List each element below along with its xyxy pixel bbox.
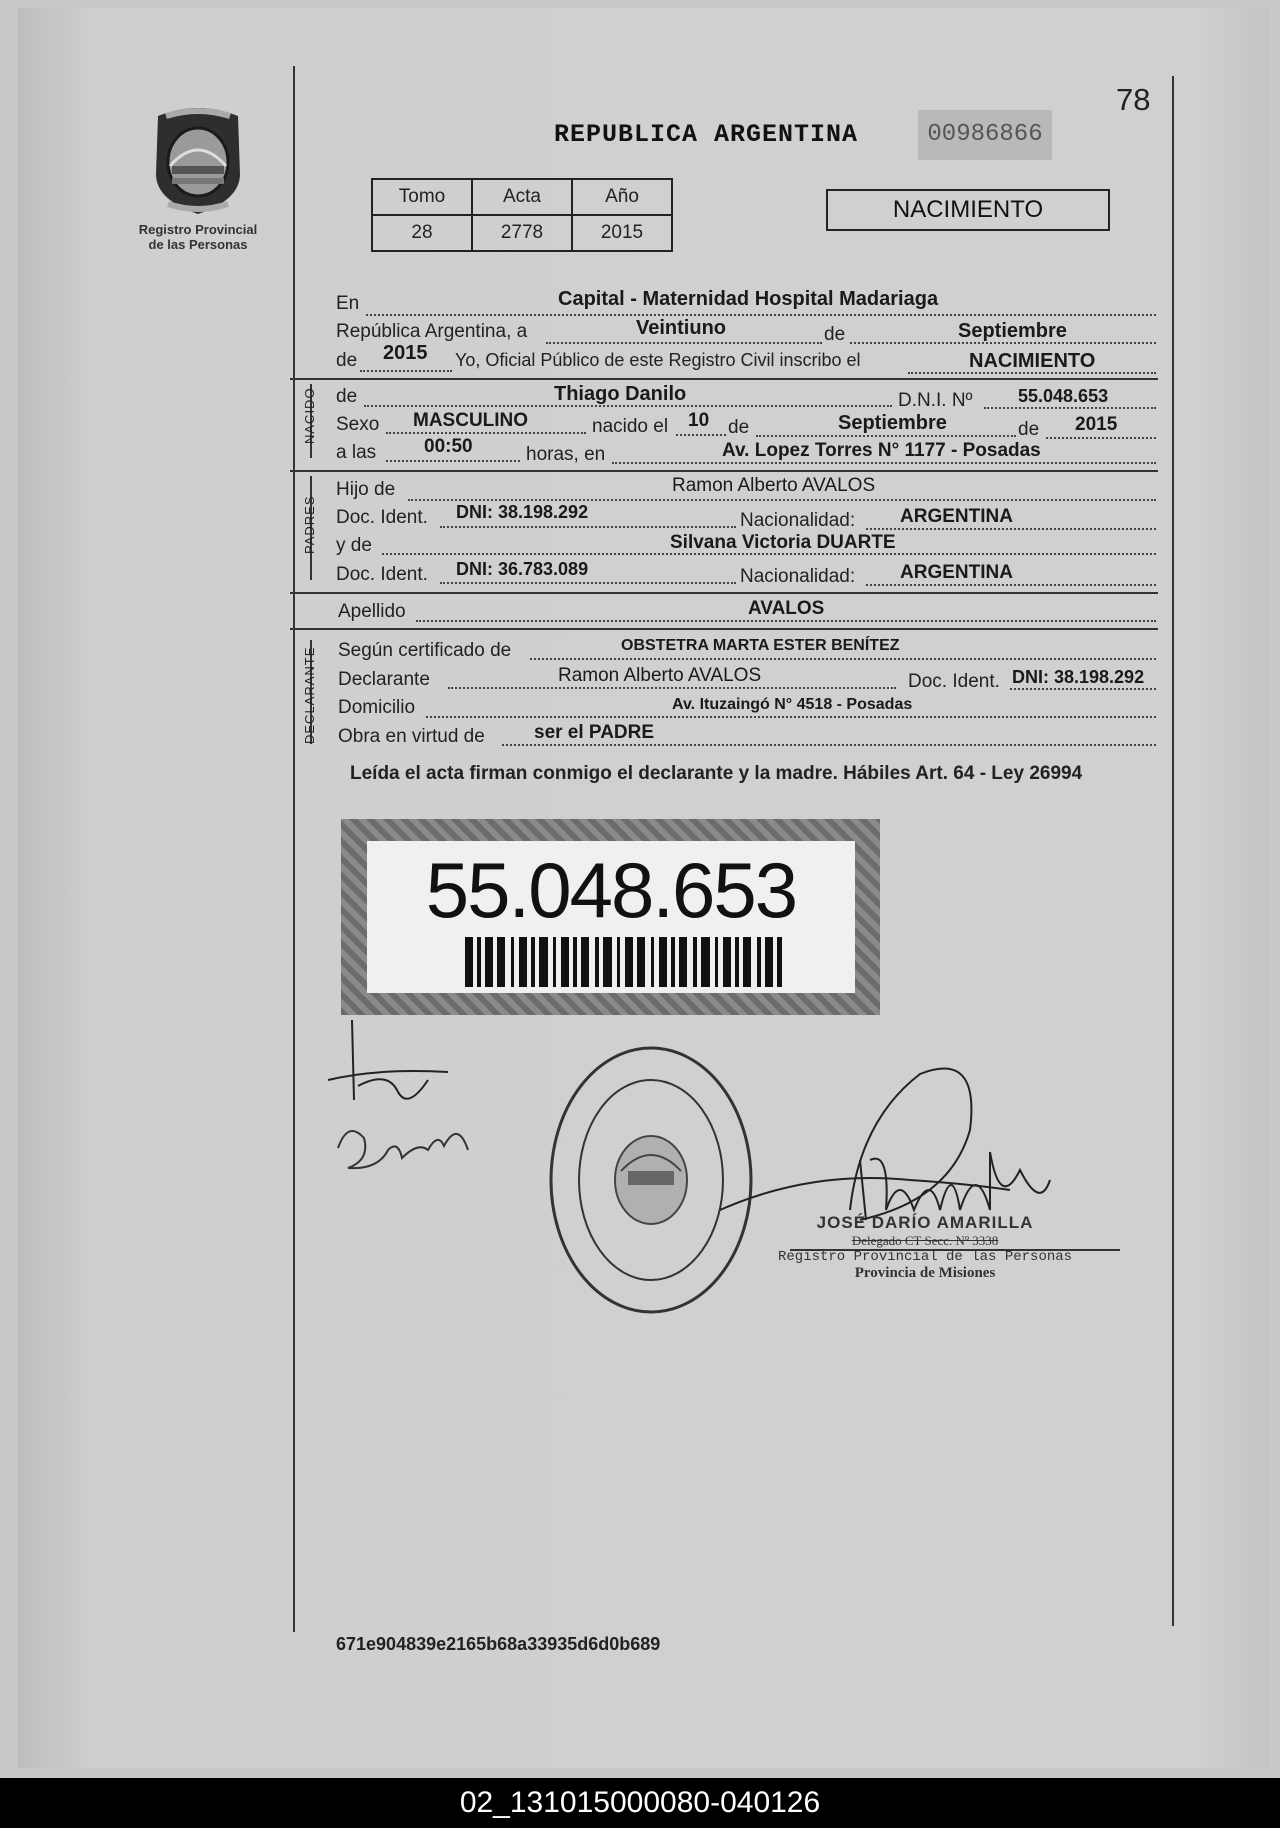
registry-caption	[128, 222, 268, 252]
section-divider	[290, 628, 1158, 630]
republica-label: República Argentina, a	[336, 321, 528, 342]
register-table	[371, 178, 673, 252]
father-doc-label: Doc. Ident.	[336, 507, 428, 528]
intro-month: Septiembre	[958, 320, 1067, 342]
dotted-line	[1010, 688, 1156, 690]
padres-section-label: PADRES	[302, 495, 317, 554]
child-sex: MASCULINO	[413, 410, 529, 431]
serial-number: 00986866	[918, 110, 1052, 160]
day-words: Veintiuno	[636, 317, 726, 339]
dotted-line	[386, 432, 586, 434]
child-name: Thiago Danilo	[554, 383, 687, 405]
declarant-name: Ramon Alberto AVALOS	[558, 665, 762, 686]
officer-block	[778, 1213, 1072, 1282]
dotted-line	[426, 716, 1156, 718]
father-nationality: ARGENTINA	[900, 506, 1013, 527]
mother-nationality: ARGENTINA	[900, 562, 1013, 583]
header-acta: Acta	[472, 179, 572, 215]
hijo-label: Hijo de	[336, 479, 396, 500]
section-divider	[290, 592, 1158, 594]
cert-label: Según certificado de	[338, 640, 512, 661]
nacido-de3-label: de	[1018, 419, 1040, 440]
value-tomo: 28	[372, 215, 472, 251]
declarant-doc: DNI: 38.198.292	[1012, 667, 1145, 687]
header-ano: Año	[572, 179, 672, 215]
dotted-line	[502, 744, 1156, 746]
declarant-address: Av. Ituzaingó N° 4518 - Posadas	[672, 696, 913, 713]
dotted-line	[676, 434, 726, 436]
right-margin-line	[1172, 76, 1174, 1626]
dni-barcode-card	[341, 819, 880, 1015]
scan-footer-code: 02_131015000080-040126	[0, 1778, 1280, 1828]
province-seal-icon	[148, 104, 248, 216]
document-hash: 671e904839e2165b68a33935d6d0b689	[336, 1634, 661, 1654]
dotted-line	[440, 526, 736, 528]
horas-label: horas, en	[526, 444, 606, 465]
nacido-section-label: NACIDO	[302, 387, 317, 444]
registry-caption-line2: de las Personas	[148, 237, 248, 252]
page-number: 78	[1116, 82, 1151, 117]
birth-address: Av. Lopez Torres N° 1177 - Posadas	[722, 440, 1041, 461]
dotted-line	[408, 499, 1156, 501]
birth-day: 10	[688, 410, 710, 431]
alas-label: a las	[336, 442, 377, 463]
section-divider	[290, 470, 1158, 472]
mother-name: Silvana Victoria DUARTE	[670, 532, 896, 553]
domicilio-label: Domicilio	[338, 697, 416, 718]
mother-nat-label: Nacionalidad:	[740, 566, 856, 587]
inscribo-value: NACIMIENTO	[969, 350, 1096, 372]
sexo-label: Sexo	[336, 414, 380, 435]
child-dni: 55.048.653	[1018, 386, 1109, 406]
certificate-issuer: OBSTETRA MARTA ESTER BENÍTEZ	[621, 637, 900, 654]
declarante-section-label: DECLARANTE	[302, 646, 317, 744]
dotted-line	[756, 435, 1016, 437]
dotted-line	[386, 460, 520, 462]
header-tomo: Tomo	[372, 179, 472, 215]
dotted-line	[546, 342, 822, 344]
left-margin-line	[293, 66, 295, 1632]
officer-org: Registro Provincial de las Personas	[778, 1249, 1073, 1265]
nacido-de-label: de	[336, 386, 358, 407]
dotted-line	[866, 528, 1156, 530]
barcode-panel	[367, 841, 855, 993]
closing-note: Leída el acta firman conmigo el declarante y la madre. Hábiles Art. 64 - Ley 26994	[350, 763, 1083, 784]
value-ano: 2015	[572, 215, 672, 251]
officer-province: Provincia de Misiones	[854, 1265, 996, 1281]
declarant-signature-icon	[318, 1020, 478, 1180]
dotted-line	[530, 658, 1156, 660]
birth-place: Capital - Maternidad Hospital Madariaga	[558, 288, 939, 310]
declarant-doc-label: Doc. Ident.	[908, 671, 1000, 692]
barcode-number: 55.048.653	[425, 846, 797, 934]
document-title: REPUBLICA ARGENTINA	[554, 120, 859, 149]
dotted-line	[1046, 437, 1156, 439]
nacido-el-label: nacido el	[592, 416, 669, 437]
en-label: En	[336, 293, 360, 314]
mother-doc: DNI: 36.783.089	[456, 559, 589, 579]
father-name: Ramon Alberto AVALOS	[672, 475, 876, 496]
de2-label: de	[336, 350, 358, 371]
dotted-line	[360, 370, 452, 372]
inscribo-text: Yo, Oficial Público de este Registro Civil inscribo el	[455, 350, 861, 370]
section-divider	[290, 378, 1158, 380]
dotted-line	[416, 620, 1156, 622]
officer-name: JOSÉ DARÍO AMARILLA	[816, 1213, 1034, 1232]
record-type-box: NACIMIENTO	[826, 189, 1110, 231]
dotted-line	[440, 582, 736, 584]
dotted-line	[612, 462, 1156, 464]
declarant-relation: ser el PADRE	[534, 722, 655, 743]
de-label: de	[824, 324, 846, 345]
barcode-icon	[465, 937, 783, 987]
birth-time: 00:50	[424, 436, 473, 457]
dotted-line	[984, 407, 1156, 409]
apellido-label: Apellido	[338, 601, 406, 622]
dni-label: D.N.I. Nº	[898, 390, 973, 411]
birth-year: 2015	[1075, 414, 1118, 435]
registry-caption-line1: Registro Provincial	[138, 222, 258, 237]
intro-year: 2015	[383, 342, 428, 364]
mother-doc-label: Doc. Ident.	[336, 564, 428, 585]
yde-label: y de	[336, 535, 372, 556]
officer-role: Delegado CT Secc. Nº 3338	[851, 1233, 999, 1248]
father-nat-label: Nacionalidad:	[740, 510, 856, 531]
value-acta: 2778	[472, 215, 572, 251]
birth-month: Septiembre	[838, 412, 947, 434]
father-doc: DNI: 38.198.292	[456, 502, 589, 522]
surname: AVALOS	[748, 598, 825, 619]
obra-label: Obra en virtud de	[338, 726, 485, 747]
declarante-label: Declarante	[338, 669, 430, 690]
nacido-de2-label: de	[728, 417, 750, 438]
dotted-line	[866, 584, 1156, 586]
dotted-line	[366, 314, 1156, 316]
dotted-line	[448, 687, 896, 689]
